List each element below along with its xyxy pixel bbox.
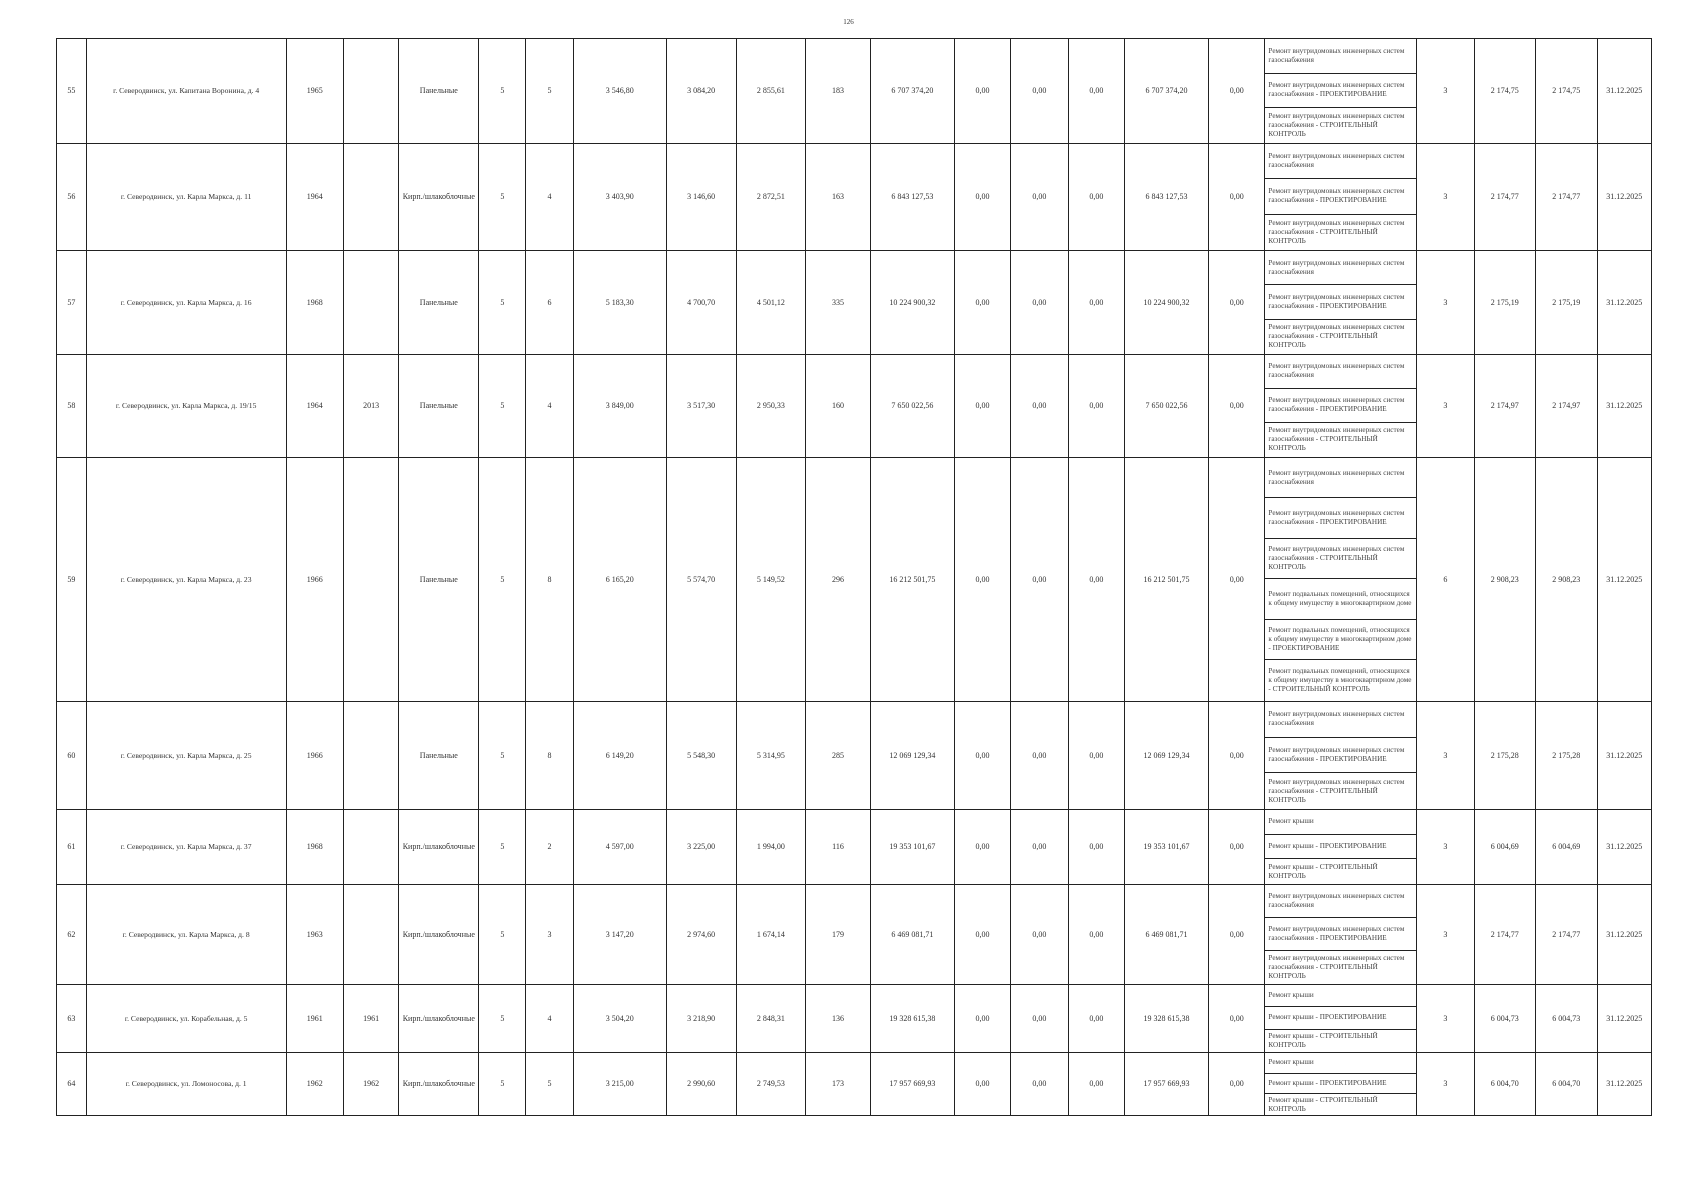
cell-cost-owners: 7 650 022,56: [1125, 354, 1209, 457]
work-item-label: Ремонт внутридомовых инженерных систем газоснабжения - ПРОЕКТИРОВАНИЕ: [1268, 187, 1405, 205]
work-item: [1265, 108, 1416, 143]
cell-unit-cost-max: 6 004,70: [1536, 1052, 1598, 1115]
page-number: 126: [843, 18, 854, 26]
cell-cost-fund2: 0,00: [1011, 39, 1068, 144]
cell-cost-fund3: 0,00: [1068, 1052, 1124, 1115]
cell-cost-fund1: 0,00: [954, 701, 1010, 809]
cell-cost-fund2: 0,00: [1011, 1052, 1068, 1115]
work-item: [1265, 918, 1416, 951]
cell-cost-fund3: 0,00: [1068, 143, 1124, 250]
cell-cost-other: 0,00: [1209, 250, 1265, 354]
cell-unit-cost: 6 004,70: [1474, 1052, 1536, 1115]
cell-living-area: 2 990,60: [666, 1052, 736, 1115]
work-item: [1265, 285, 1416, 319]
cell-wall-material: Панельные: [399, 701, 479, 809]
cell-cost-fund2: 0,00: [1011, 884, 1068, 984]
work-item-label: Ремонт внутридомовых инженерных систем газоснабжения: [1268, 891, 1405, 909]
cell-floors: 5: [479, 884, 526, 984]
work-item-label: Ремонт внутридомовых инженерных систем газоснабжения - ПРОЕКТИРОВАНИЕ: [1268, 924, 1405, 942]
cell-floors: 5: [479, 984, 526, 1052]
work-item-label: Ремонт внутридомовых инженерных систем газоснабжения: [1268, 152, 1405, 170]
cell-works-list: [1265, 143, 1417, 250]
cell-cost-other: 0,00: [1209, 354, 1265, 457]
work-item-label: Ремонт подвальных помещений, относящихся к общему имуществу в многоквартирном доме - ПРОЕКТИРОВАНИЕ: [1268, 626, 1412, 653]
cell-deadline: 31.12.2025: [1597, 354, 1651, 457]
cell-entrances: 3: [526, 884, 573, 984]
cell-unit-cost: 6 004,73: [1474, 984, 1536, 1052]
cell-cost-fund2: 0,00: [1011, 809, 1068, 884]
work-item: [1265, 74, 1416, 109]
work-item: [1265, 539, 1416, 580]
cell-year-built: 1968: [286, 250, 343, 354]
cell-unit-count: 3: [1417, 701, 1474, 809]
cell-living-area: 3 225,00: [666, 809, 736, 884]
cell-residents: 296: [806, 457, 871, 701]
cell-residents: 183: [806, 39, 871, 144]
work-item-label: Ремонт крыши - ПРОЕКТИРОВАНИЕ: [1268, 1013, 1387, 1022]
work-item-label: Ремонт внутридомовых инженерных систем газоснабжения: [1268, 258, 1405, 276]
table-row: [57, 884, 1652, 984]
cell-cost-other: 0,00: [1209, 809, 1265, 884]
cell-wall-material: Кирп./шлакоблочные: [399, 1052, 479, 1115]
cell-cost-total: 7 650 022,56: [870, 354, 954, 457]
cell-deadline: 31.12.2025: [1597, 457, 1651, 701]
cell-year-built: 1966: [286, 701, 343, 809]
cell-residents: 163: [806, 143, 871, 250]
work-item: [1265, 389, 1416, 423]
cell-num: 57: [57, 250, 87, 354]
cell-residential-area: 2 848,31: [736, 984, 806, 1052]
cell-unit-count: 3: [1417, 143, 1474, 250]
cell-num: 60: [57, 701, 87, 809]
cell-unit-cost-max: 2 174,75: [1536, 39, 1598, 144]
cell-cost-fund2: 0,00: [1011, 984, 1068, 1052]
cell-cost-fund1: 0,00: [954, 39, 1010, 144]
cell-num: 58: [57, 354, 87, 457]
cell-unit-cost-max: 6 004,73: [1536, 984, 1598, 1052]
work-item: [1265, 498, 1416, 539]
cell-total-area: 3 403,90: [573, 143, 666, 250]
cell-works-list: [1265, 701, 1417, 809]
cell-year-built: 1964: [286, 143, 343, 250]
cell-residential-area: 5 149,52: [736, 457, 806, 701]
table-row: [57, 354, 1652, 457]
cell-works-list: [1265, 884, 1417, 984]
cell-entrances: 4: [526, 354, 573, 457]
work-item: [1265, 251, 1416, 285]
cell-cost-fund1: 0,00: [954, 143, 1010, 250]
cell-unit-cost: 2 175,28: [1474, 701, 1536, 809]
cell-num: 61: [57, 809, 87, 884]
cell-address: г. Северодвинск, ул. Карла Маркса, д. 11: [86, 143, 286, 250]
cell-entrances: 8: [526, 457, 573, 701]
cell-deadline: 31.12.2025: [1597, 1052, 1651, 1115]
work-item-label: Ремонт внутридомовых инженерных систем газоснабжения - ПРОЕКТИРОВАНИЕ: [1268, 509, 1405, 527]
cell-unit-cost: 2 174,77: [1474, 143, 1536, 250]
cell-wall-material: Панельные: [399, 457, 479, 701]
cell-floors: 5: [479, 39, 526, 144]
cell-unit-cost: 6 004,69: [1474, 809, 1536, 884]
work-item-label: Ремонт внутридомовых инженерных систем газоснабжения: [1268, 362, 1405, 380]
cell-year-built: 1965: [286, 39, 343, 144]
cell-cost-other: 0,00: [1209, 1052, 1265, 1115]
cell-unit-cost-max: 2 174,77: [1536, 884, 1598, 984]
cell-cost-fund1: 0,00: [954, 884, 1010, 984]
cell-num: 56: [57, 143, 87, 250]
cell-cost-fund3: 0,00: [1068, 984, 1124, 1052]
table-row: [57, 1052, 1652, 1115]
cell-total-area: 6 149,20: [573, 701, 666, 809]
cell-address: г. Северодвинск, ул. Карла Маркса, д. 8: [86, 884, 286, 984]
cell-cost-owners: 6 843 127,53: [1125, 143, 1209, 250]
cell-wall-material: Панельные: [399, 250, 479, 354]
cell-works-list: [1265, 39, 1417, 144]
cell-cost-fund2: 0,00: [1011, 701, 1068, 809]
cell-living-area: 3 517,30: [666, 354, 736, 457]
cell-unit-count: 3: [1417, 1052, 1474, 1115]
cell-cost-fund1: 0,00: [954, 809, 1010, 884]
cell-cost-fund3: 0,00: [1068, 39, 1124, 144]
cell-year-repair: 1961: [343, 984, 398, 1052]
cell-residents: 116: [806, 809, 871, 884]
cell-unit-cost: 2 908,23: [1474, 457, 1536, 701]
cell-entrances: 5: [526, 1052, 573, 1115]
work-item-label: Ремонт внутридомовых инженерных систем газоснабжения - СТРОИТЕЛЬНЫЙ КОНТРОЛЬ: [1268, 777, 1405, 804]
cell-year-repair: [343, 250, 398, 354]
cell-living-area: 3 146,60: [666, 143, 736, 250]
cell-num: 59: [57, 457, 87, 701]
table-row: [57, 143, 1652, 250]
work-item-label: Ремонт внутридомовых инженерных систем газоснабжения - ПРОЕКТИРОВАНИЕ: [1268, 396, 1405, 414]
cell-entrances: 4: [526, 984, 573, 1052]
work-item-label: Ремонт подвальных помещений, относящихся к общему имуществу в многоквартирном доме: [1268, 590, 1412, 608]
work-item: [1265, 660, 1416, 701]
cell-total-area: 5 183,30: [573, 250, 666, 354]
cell-entrances: 4: [526, 143, 573, 250]
cell-cost-fund3: 0,00: [1068, 457, 1124, 701]
work-item-label: Ремонт внутридомовых инженерных систем газоснабжения - ПРОЕКТИРОВАНИЕ: [1268, 745, 1405, 763]
work-item-label: Ремонт крыши - СТРОИТЕЛЬНЫЙ КОНТРОЛЬ: [1268, 862, 1378, 880]
cell-wall-material: Кирп./шлакоблочные: [399, 984, 479, 1052]
work-item-label: Ремонт крыши: [1268, 817, 1314, 826]
work-item: [1265, 179, 1416, 214]
work-item: [1265, 320, 1416, 354]
cell-year-built: 1964: [286, 354, 343, 457]
cell-cost-other: 0,00: [1209, 984, 1265, 1052]
cell-unit-cost-max: 2 175,19: [1536, 250, 1598, 354]
cell-unit-cost: 2 174,75: [1474, 39, 1536, 144]
work-item: [1265, 620, 1416, 661]
cell-floors: 5: [479, 143, 526, 250]
work-item-label: Ремонт крыши - ПРОЕКТИРОВАНИЕ: [1268, 1078, 1387, 1087]
work-item-label: Ремонт внутридомовых инженерных систем газоснабжения - ПРОЕКТИРОВАНИЕ: [1268, 81, 1405, 99]
cell-works-list: [1265, 457, 1417, 701]
cell-cost-owners: 19 328 615,38: [1125, 984, 1209, 1052]
cell-cost-total: 6 707 374,20: [870, 39, 954, 144]
work-item: [1265, 458, 1416, 499]
work-item-label: Ремонт крыши - ПРОЕКТИРОВАНИЕ: [1268, 841, 1387, 850]
cell-wall-material: Панельные: [399, 39, 479, 144]
cell-cost-other: 0,00: [1209, 701, 1265, 809]
cell-entrances: 8: [526, 701, 573, 809]
cell-residents: 136: [806, 984, 871, 1052]
cell-cost-fund1: 0,00: [954, 250, 1010, 354]
cell-living-area: 5 574,70: [666, 457, 736, 701]
work-item-label: Ремонт крыши - СТРОИТЕЛЬНЫЙ КОНТРОЛЬ: [1268, 1095, 1378, 1113]
cell-unit-cost-max: 2 174,77: [1536, 143, 1598, 250]
cell-works-list: [1265, 1052, 1417, 1115]
cell-deadline: 31.12.2025: [1597, 143, 1651, 250]
work-item-label: Ремонт внутридомовых инженерных систем газоснабжения: [1268, 468, 1405, 486]
work-item: [1265, 579, 1416, 620]
cell-cost-owners: 6 707 374,20: [1125, 39, 1209, 144]
cell-cost-owners: 17 957 669,93: [1125, 1052, 1209, 1115]
cell-deadline: 31.12.2025: [1597, 984, 1651, 1052]
cell-living-area: 3 218,90: [666, 984, 736, 1052]
cell-cost-total: 19 328 615,38: [870, 984, 954, 1052]
work-item: [1265, 1074, 1416, 1095]
cell-residents: 160: [806, 354, 871, 457]
cell-unit-count: 3: [1417, 39, 1474, 144]
cell-deadline: 31.12.2025: [1597, 39, 1651, 144]
cell-residents: 173: [806, 1052, 871, 1115]
cell-deadline: 31.12.2025: [1597, 884, 1651, 984]
cell-residential-area: 4 501,12: [736, 250, 806, 354]
cell-deadline: 31.12.2025: [1597, 809, 1651, 884]
cell-cost-other: 0,00: [1209, 884, 1265, 984]
cell-cost-fund3: 0,00: [1068, 884, 1124, 984]
cell-cost-owners: 19 353 101,67: [1125, 809, 1209, 884]
cell-residential-area: 2 855,61: [736, 39, 806, 144]
cell-floors: 5: [479, 250, 526, 354]
cell-year-repair: 2013: [343, 354, 398, 457]
cell-cost-other: 0,00: [1209, 457, 1265, 701]
work-item-label: Ремонт внутридомовых инженерных систем газоснабжения - СТРОИТЕЛЬНЫЙ КОНТРОЛЬ: [1268, 953, 1405, 980]
work-item: [1265, 951, 1416, 984]
cell-cost-total: 17 957 669,93: [870, 1052, 954, 1115]
cell-works-list: [1265, 809, 1417, 884]
cell-works-list: [1265, 250, 1417, 354]
cell-cost-total: 6 469 081,71: [870, 884, 954, 984]
work-item: [1265, 144, 1416, 179]
cell-unit-count: 3: [1417, 884, 1474, 984]
cell-cost-other: 0,00: [1209, 39, 1265, 144]
cell-address: г. Северодвинск, ул. Карла Маркса, д. 23: [86, 457, 286, 701]
cell-living-area: 4 700,70: [666, 250, 736, 354]
work-item: [1265, 215, 1416, 250]
work-item-label: Ремонт внутридомовых инженерных систем газоснабжения - ПРОЕКТИРОВАНИЕ: [1268, 292, 1405, 310]
work-item-label: Ремонт внутридомовых инженерных систем газоснабжения - СТРОИТЕЛЬНЫЙ КОНТРОЛЬ: [1268, 426, 1405, 453]
cell-year-built: 1966: [286, 457, 343, 701]
cell-year-built: 1963: [286, 884, 343, 984]
cell-cost-fund3: 0,00: [1068, 250, 1124, 354]
cell-address: г. Северодвинск, ул. Карла Маркса, д. 19/15: [86, 354, 286, 457]
cell-unit-cost-max: 2 174,97: [1536, 354, 1598, 457]
work-item-label: Ремонт крыши: [1268, 991, 1314, 1000]
work-item: [1265, 835, 1416, 860]
cell-num: 64: [57, 1052, 87, 1115]
cell-cost-owners: 10 224 900,32: [1125, 250, 1209, 354]
work-item: [1265, 355, 1416, 389]
cell-cost-fund1: 0,00: [954, 1052, 1010, 1115]
work-item-label: Ремонт крыши: [1268, 1058, 1314, 1067]
work-item: [1265, 702, 1416, 738]
table-row: [57, 701, 1652, 809]
cell-total-area: 3 147,20: [573, 884, 666, 984]
work-item: [1265, 1030, 1416, 1052]
work-item-label: Ремонт внутридомовых инженерных систем газоснабжения: [1268, 710, 1405, 728]
cell-residential-area: 2 872,51: [736, 143, 806, 250]
cell-cost-owners: 6 469 081,71: [1125, 884, 1209, 984]
cell-floors: 5: [479, 1052, 526, 1115]
cell-works-list: [1265, 354, 1417, 457]
cell-floors: 5: [479, 457, 526, 701]
cell-total-area: 3 849,00: [573, 354, 666, 457]
work-item-label: Ремонт внутридомовых инженерных систем газоснабжения - СТРОИТЕЛЬНЫЙ КОНТРОЛЬ: [1268, 218, 1405, 245]
cell-residential-area: 1 674,14: [736, 884, 806, 984]
cell-year-repair: [343, 143, 398, 250]
work-item: [1265, 1094, 1416, 1115]
cell-num: 63: [57, 984, 87, 1052]
cell-living-area: 2 974,60: [666, 884, 736, 984]
cell-address: г. Северодвинск, ул. Карла Маркса, д. 16: [86, 250, 286, 354]
cell-cost-fund2: 0,00: [1011, 143, 1068, 250]
cell-cost-total: 16 212 501,75: [870, 457, 954, 701]
cell-unit-count: 3: [1417, 250, 1474, 354]
table-row: [57, 39, 1652, 144]
cell-living-area: 3 084,20: [666, 39, 736, 144]
cell-year-repair: [343, 457, 398, 701]
cell-wall-material: Кирп./шлакоблочные: [399, 809, 479, 884]
cell-address: г. Северодвинск, ул. Ломоносова, д. 1: [86, 1052, 286, 1115]
cell-year-built: 1968: [286, 809, 343, 884]
repair-schedule-table: [56, 38, 1652, 1116]
cell-cost-fund2: 0,00: [1011, 457, 1068, 701]
cell-cost-fund1: 0,00: [954, 984, 1010, 1052]
cell-unit-count: 3: [1417, 809, 1474, 884]
table-row: [57, 457, 1652, 701]
work-item: [1265, 423, 1416, 457]
cell-residential-area: 1 994,00: [736, 809, 806, 884]
cell-cost-fund3: 0,00: [1068, 809, 1124, 884]
cell-year-repair: 1962: [343, 1052, 398, 1115]
cell-cost-fund1: 0,00: [954, 354, 1010, 457]
work-item-label: Ремонт подвальных помещений, относящихся к общему имуществу в многоквартирном доме - СТРОИТЕЛЬНЫЙ КОНТРОЛЬ: [1268, 667, 1412, 694]
cell-total-area: 3 215,00: [573, 1052, 666, 1115]
work-item: [1265, 39, 1416, 74]
cell-cost-total: 19 353 101,67: [870, 809, 954, 884]
cell-address: г. Северодвинск, ул. Капитана Воронина, д. 4: [86, 39, 286, 144]
cell-works-list: [1265, 984, 1417, 1052]
work-item: [1265, 859, 1416, 884]
cell-cost-fund3: 0,00: [1068, 354, 1124, 457]
cell-unit-cost: 2 174,77: [1474, 884, 1536, 984]
cell-floors: 5: [479, 701, 526, 809]
work-item: [1265, 810, 1416, 835]
cell-unit-cost-max: 2 908,23: [1536, 457, 1598, 701]
cell-unit-cost-max: 6 004,69: [1536, 809, 1598, 884]
cell-residents: 179: [806, 884, 871, 984]
work-item: [1265, 885, 1416, 918]
cell-wall-material: Кирп./шлакоблочные: [399, 884, 479, 984]
cell-unit-cost: 2 174,97: [1474, 354, 1536, 457]
table-row: [57, 809, 1652, 884]
cell-year-repair: [343, 884, 398, 984]
work-item-label: Ремонт внутридомовых инженерных систем газоснабжения: [1268, 46, 1405, 64]
cell-year-built: 1962: [286, 1052, 343, 1115]
cell-total-area: 3 504,20: [573, 984, 666, 1052]
cell-unit-cost-max: 2 175,28: [1536, 701, 1598, 809]
cell-entrances: 5: [526, 39, 573, 144]
cell-address: г. Северодвинск, ул. Карла Маркса, д. 25: [86, 701, 286, 809]
work-item: [1265, 738, 1416, 774]
cell-unit-cost: 2 175,19: [1474, 250, 1536, 354]
table-row: [57, 250, 1652, 354]
cell-address: г. Северодвинск, ул. Карла Маркса, д. 37: [86, 809, 286, 884]
work-item-label: Ремонт крыши - СТРОИТЕЛЬНЫЙ КОНТРОЛЬ: [1268, 1031, 1378, 1049]
cell-year-repair: [343, 809, 398, 884]
cell-total-area: 6 165,20: [573, 457, 666, 701]
cell-floors: 5: [479, 809, 526, 884]
work-item: [1265, 773, 1416, 809]
work-item: [1265, 1053, 1416, 1074]
cell-deadline: 31.12.2025: [1597, 250, 1651, 354]
cell-total-area: 3 546,80: [573, 39, 666, 144]
cell-wall-material: Панельные: [399, 354, 479, 457]
work-item-label: Ремонт внутридомовых инженерных систем газоснабжения - СТРОИТЕЛЬНЫЙ КОНТРОЛЬ: [1268, 545, 1405, 572]
work-item-label: Ремонт внутридомовых инженерных систем газоснабжения - СТРОИТЕЛЬНЫЙ КОНТРОЛЬ: [1268, 112, 1405, 139]
cell-residential-area: 2 950,33: [736, 354, 806, 457]
cell-total-area: 4 597,00: [573, 809, 666, 884]
work-item: [1265, 1007, 1416, 1029]
cell-year-repair: [343, 39, 398, 144]
cell-cost-other: 0,00: [1209, 143, 1265, 250]
cell-residential-area: 5 314,95: [736, 701, 806, 809]
cell-num: 55: [57, 39, 87, 144]
cell-cost-owners: 12 069 129,34: [1125, 701, 1209, 809]
work-item: [1265, 985, 1416, 1007]
cell-deadline: 31.12.2025: [1597, 701, 1651, 809]
cell-unit-count: 3: [1417, 984, 1474, 1052]
cell-cost-fund2: 0,00: [1011, 354, 1068, 457]
cell-cost-total: 12 069 129,34: [870, 701, 954, 809]
cell-living-area: 5 548,30: [666, 701, 736, 809]
work-item-label: Ремонт внутридомовых инженерных систем газоснабжения - СТРОИТЕЛЬНЫЙ КОНТРОЛЬ: [1268, 323, 1405, 350]
cell-wall-material: Кирп./шлакоблочные: [399, 143, 479, 250]
cell-address: г. Северодвинск, ул. Корабельная, д. 5: [86, 984, 286, 1052]
cell-residents: 335: [806, 250, 871, 354]
cell-cost-fund1: 0,00: [954, 457, 1010, 701]
cell-cost-total: 10 224 900,32: [870, 250, 954, 354]
cell-cost-owners: 16 212 501,75: [1125, 457, 1209, 701]
cell-unit-count: 6: [1417, 457, 1474, 701]
cell-cost-fund3: 0,00: [1068, 701, 1124, 809]
cell-year-built: 1961: [286, 984, 343, 1052]
cell-entrances: 6: [526, 250, 573, 354]
cell-residential-area: 2 749,53: [736, 1052, 806, 1115]
cell-cost-total: 6 843 127,53: [870, 143, 954, 250]
cell-unit-count: 3: [1417, 354, 1474, 457]
cell-floors: 5: [479, 354, 526, 457]
cell-year-repair: [343, 701, 398, 809]
cell-entrances: 2: [526, 809, 573, 884]
cell-num: 62: [57, 884, 87, 984]
cell-cost-fund2: 0,00: [1011, 250, 1068, 354]
cell-residents: 285: [806, 701, 871, 809]
table-row: [57, 984, 1652, 1052]
